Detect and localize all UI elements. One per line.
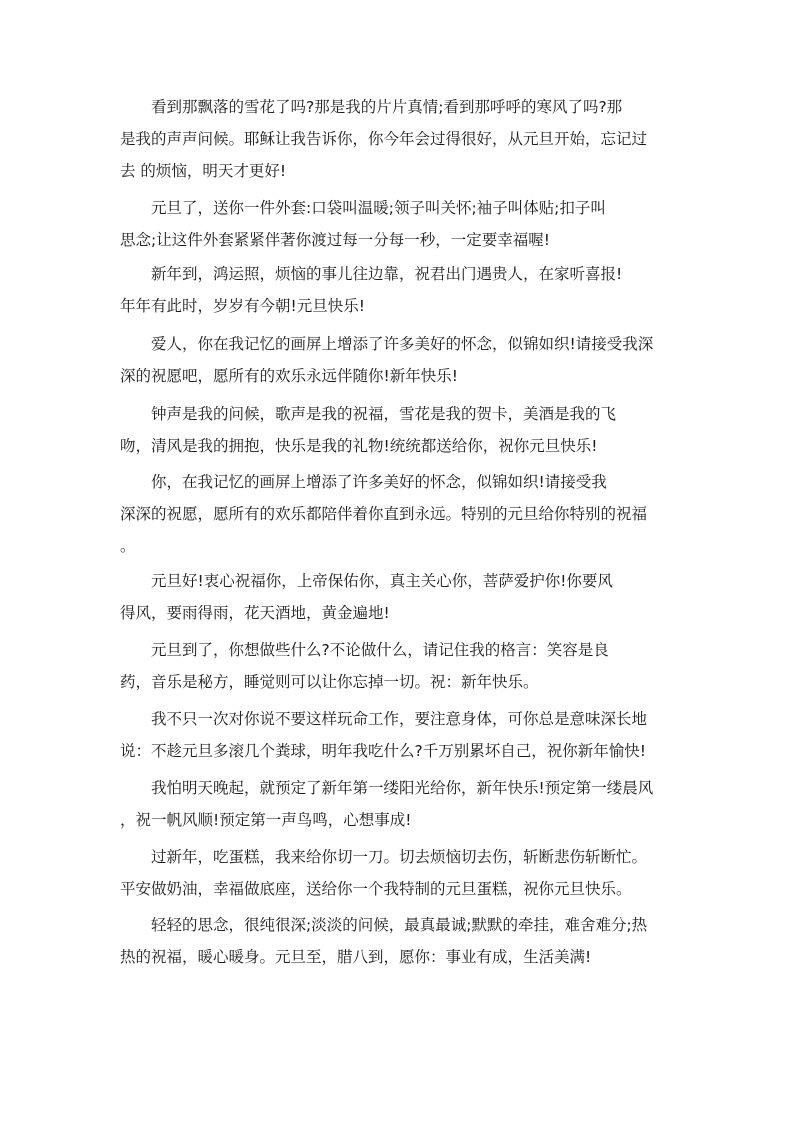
text-line: 轻轻的思念，很纯很深;淡淡的问候，最真最诚;默默的牵挂，难舍难分;热: [151, 916, 648, 934]
text-line: 过新年，吃蛋糕，我来给你切一刀。切去烦恼切去伤，斩断悲伤斩断忙。: [151, 848, 648, 866]
paragraph-8: [120, 634, 609, 698]
paragraph-10: [120, 772, 653, 836]
paragraph-5: [120, 398, 616, 462]
text-line: 药，音乐是秘方，睡觉则可以让你忘掉一切。祝：新年快乐。: [120, 673, 539, 691]
text-line: 钟声是我的问候，歌声是我的祝福，雪花是我的贺卡，美酒是我的飞: [151, 405, 617, 423]
text-line: 是我的声声问候。耶稣让我告诉你，你今年会过得很好，从元旦开始，忘记过: [120, 130, 648, 148]
paragraph-9: [120, 703, 647, 767]
text-line: 元旦到了，你想做些什么?不论做什么，请记住我的格言：笑容是良: [151, 641, 609, 659]
text-line: 热的祝福，暖心暖身。元旦至，腊八到，愿你：事业有成，生活美满!: [120, 948, 592, 966]
paragraph-12: [120, 909, 647, 973]
paragraph-1: [120, 91, 647, 187]
text-line: 吻，清风是我的拥抱，快乐是我的礼物!统统都送给你，祝你元旦快乐!: [120, 437, 598, 455]
text-line: 你，在我记忆的画屏上增添了许多美好的怀念，似锦如织!请接受我: [151, 473, 607, 491]
text-line: 爱人，你在我记忆的画屏上增添了许多美好的怀念，似锦如织!请接受我深: [151, 335, 654, 353]
paragraph-3: [120, 258, 622, 322]
text-line: 。: [120, 537, 136, 555]
text-line: 得风，要雨得雨，花天酒地，黄金遍地!: [120, 604, 390, 622]
paragraph-4: [120, 328, 653, 392]
text-line: 我怕明天晚起，就预定了新年第一缕阳光给你，新年快乐!预定第一缕晨风: [151, 779, 654, 797]
text-line: 元旦好!衷心祝福你，上帝保佑你，真主关心你，菩萨爱护你!你要风: [151, 572, 613, 590]
text-line: 平安做奶油，幸福做底座，送给你一个我特制的元旦蛋糕，祝你元旦快乐。: [120, 880, 632, 898]
text-line: 新年到，鸿运照，烦恼的事儿往边靠，祝君出门遇贵人，在家听喜报!: [151, 265, 623, 283]
text-line: 看到那飘落的雪花了吗?那是我的片片真情;看到那呼呼的寒风了吗?那: [151, 98, 623, 116]
text-line: 说：不趁元旦多滚几个粪球，明年我吃什么?千万别累坏自己，祝你新年愉快!: [120, 742, 646, 760]
text-line: 年年有此时，岁岁有今朝!元旦快乐!: [120, 297, 365, 315]
text-line: 深深的祝愿，愿所有的欢乐都陪伴着你直到永远。特别的元旦给你特别的祝福: [120, 505, 648, 523]
text-line: 思念;让这件外套紧紧伴著你渡过每一分每一秒，一定要幸福喔!: [120, 231, 550, 249]
text-line: 去 的烦恼，明天才更好!: [120, 162, 287, 180]
text-line: 元旦了，送你一件外套:口袋叫温暖;领子叫关怀;袖子叫体贴;扣子叫: [151, 199, 606, 217]
paragraph-7: [120, 565, 613, 629]
text-line: 我不只一次对你说不要这样玩命工作，要注意身体，可你总是意味深长地: [151, 710, 648, 728]
text-line: 深的祝愿吧，愿所有的欢乐永远伴随你!新年快乐!: [120, 367, 458, 385]
text-line: ，祝一帆风顺!预定第一声鸟鸣，心想事成!: [120, 811, 412, 829]
paragraph-11: [120, 841, 647, 905]
paragraph-6: [120, 466, 647, 562]
paragraph-2: [120, 192, 606, 256]
